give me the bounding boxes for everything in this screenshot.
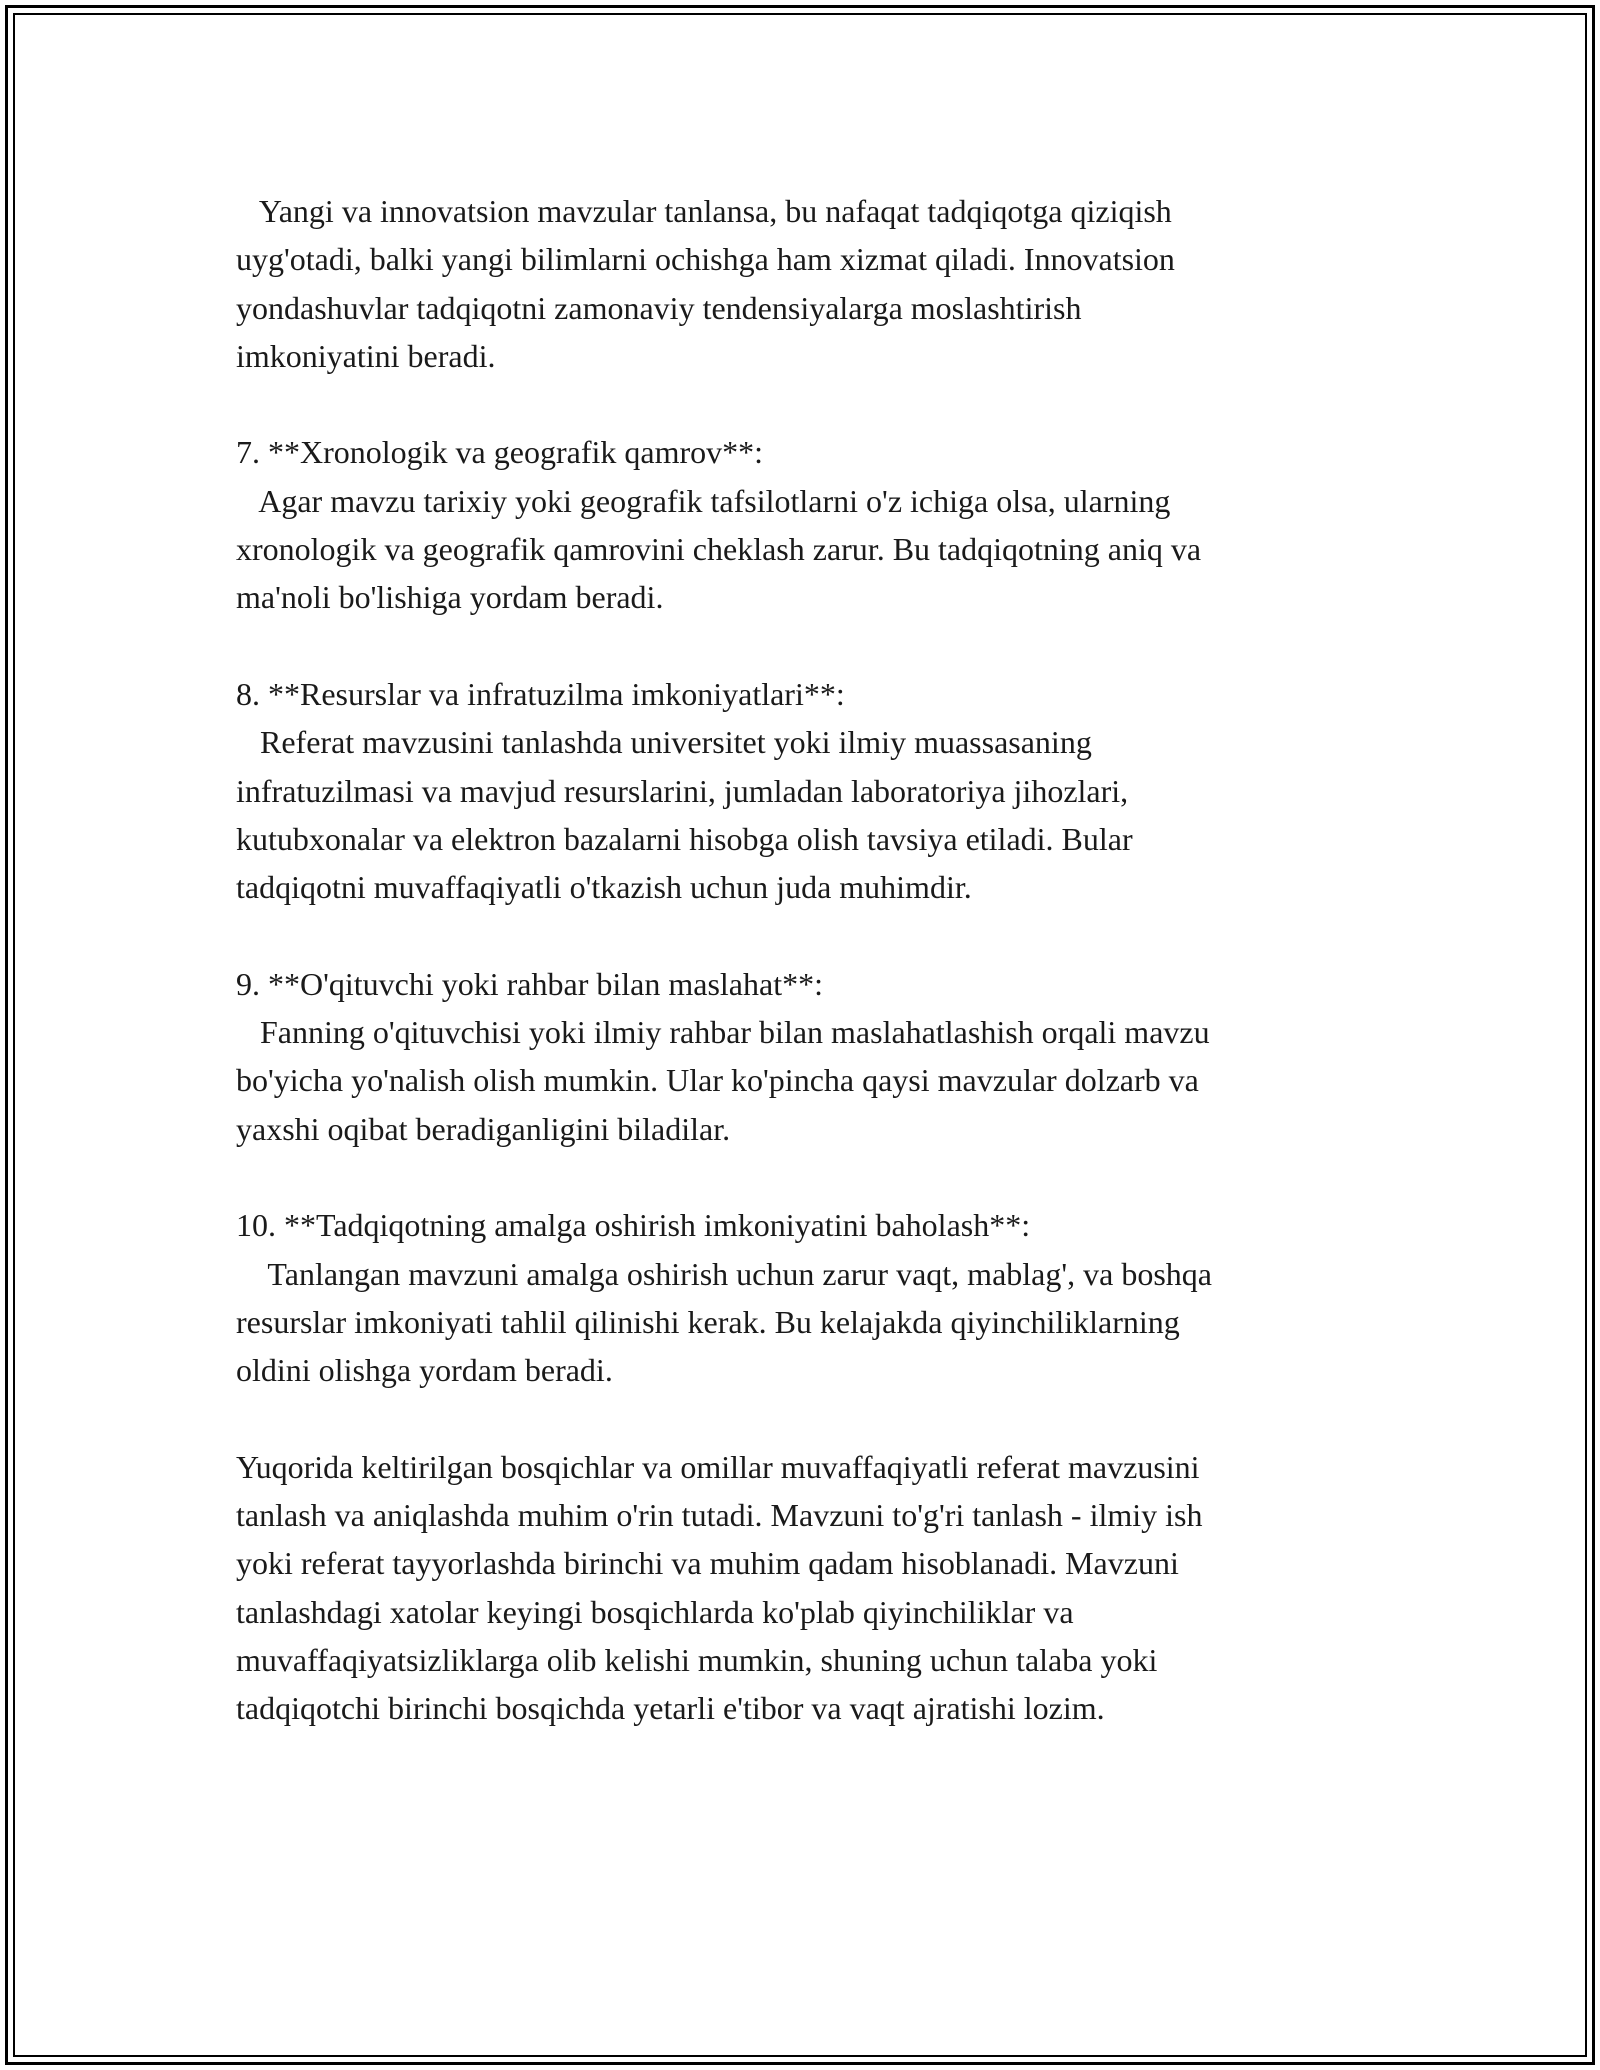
text-line: yondashuvlar tadqiqotni zamonaviy tendensiyalarga moslashtirish — [236, 289, 1082, 326]
text-line: Tanlangan mavzuni amalga oshirish uchun zarur vaqt, mablag', va boshqa — [236, 1255, 1212, 1292]
text-line: Yangi va innovatsion mavzular tanlansa, bu nafaqat tadqiqotga qiziqish — [236, 193, 1172, 229]
blank-line — [236, 380, 1386, 428]
section-heading-10: 10. **Tadqiqotning amalga oshirish imkoniyatini baholash**: — [236, 1207, 1031, 1244]
text-line: yaxshi oqibat beradiganligini biladilar. — [236, 1110, 731, 1147]
text-line: kutubxonalar va elektron bazalarni hisobga olish tavsiya etiladi. Bular — [236, 820, 1133, 857]
text-line: tadqiqotni muvaffaqiyatli o'tkazish uchun juda muhimdir. — [236, 869, 972, 906]
text-line: oldini olishga yordam beradi. — [236, 1352, 613, 1389]
text-line: yoki referat tayyorlashda birinchi va muhim qadam hisoblanadi. Mavzuni — [236, 1545, 1179, 1582]
text-line: xronologik va geografik qamrovini cheklash zarur. Bu tadqiqotning aniq va — [236, 531, 1202, 568]
text-line: Referat mavzusini tanlashda universitet yoki ilmiy muassasaning — [236, 724, 1092, 761]
text-line: Fanning o'qituvchisi yoki ilmiy rahbar bilan maslahatlashish orqali mavzu — [236, 1014, 1210, 1051]
blank-line — [236, 1153, 1386, 1201]
text-line: tadqiqotchi birinchi bosqichda yetarli e'tibor va vaqt ajratishi lozim. — [236, 1690, 1105, 1727]
section-heading-7: 7. **Xronologik va geografik qamrov**: — [236, 434, 763, 471]
section-heading-8: 8. **Resurslar va infratuzilma imkoniyatlari**: — [236, 675, 845, 712]
text-line: bo'yicha yo'nalish olish mumkin. Ular ko'pincha qaysi mavzular dolzarb va — [236, 1062, 1199, 1099]
text-line: tanlashdagi xatolar keyingi bosqichlarda ko'plab qiyinchiliklar va — [236, 1593, 1074, 1630]
text-line: infratuzilmasi va mavjud resurslarini, jumladan laboratoriya jihozlari, — [236, 772, 1129, 809]
blank-line — [236, 911, 1386, 959]
section-heading-9: 9. **O'qituvchi yoki rahbar bilan maslahat**: — [236, 965, 823, 1002]
text-line: ma'noli bo'lishiga yordam beradi. — [236, 579, 664, 616]
blank-line — [236, 1394, 1386, 1442]
text-line: resurslar imkoniyati tahlil qilinishi kerak. Bu kelajakda qiyinchiliklarning — [236, 1303, 1180, 1340]
text-line: imkoniyatini beradi. — [236, 337, 496, 374]
blank-line — [236, 622, 1386, 670]
text-line: uyg'otadi, balki yangi bilimlarni ochishga ham xizmat qiladi. Innovatsion — [236, 241, 1175, 278]
text-line: Yuqorida keltirilgan bosqichlar va omillar muvaffaqiyatli referat mavzusini — [236, 1448, 1200, 1485]
text-line: tanlash va aniqlashda muhim o'rin tutadi. Mavzuni to'g'ri tanlash - ilmiy ish — [236, 1497, 1203, 1534]
text-line: Agar mavzu tarixiy yoki geografik tafsilotlarni o'z ichiga olsa, ularning — [236, 482, 1171, 519]
document-body — [236, 187, 1386, 1733]
text-line: muvaffaqiyatsizliklarga olib kelishi mumkin, shuning uchun talaba yoki — [236, 1641, 1158, 1678]
